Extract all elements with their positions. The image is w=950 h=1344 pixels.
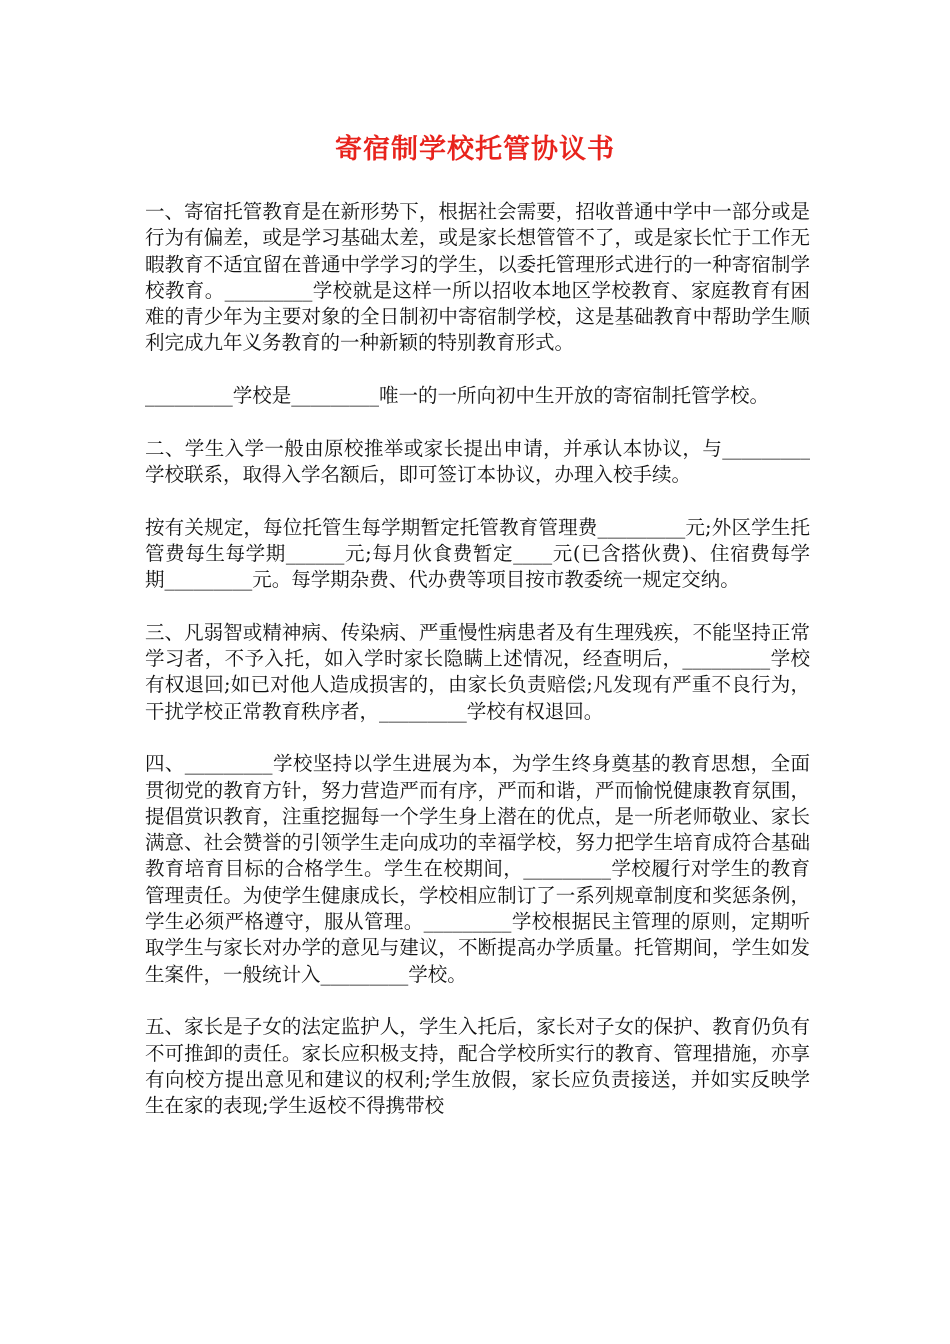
paragraph-school-statement: _________学校是_________唯一的一所向初中生开放的寄宿制托管学校。: [145, 384, 770, 408]
paragraph-fees: 按有关规定，每位托管生每学期暂定托管教育管理费_________元;外区学生托管费每生每学期______元;每月伙食费暂定____元(已含搭伙费)、住宿费每学期_________元。每学期杂费、代办费等项目按市教委统一规定交纳。: [145, 515, 810, 592]
paragraph-section-4: 四、_________学校坚持以学生进展为本，为学生终身奠基的教育思想，全面贯彻党的教育方针，努力营造严而有序，严而和谐，严而愉悦健康教育氛围，提倡赏识教育，注重挖掘每一个学生身上潜在的优点，是一所老师敬业、家长满意、社会赞誉的引领学生走向成功的幸福学校，努力把学生培育成符合基础教育培育目标的合格学生。学生在校期间，_________学校履行对学生的教育管理责任。为使学生健康成长，学校相应制订了一系列规章制度和奖惩条例，学生必须严格遵守，服从管理。_________学校根据民主管理的原则，定期听取学生与家长对办学的意见与建议，不断提高办学质量。托管期间，学生如发生案件，一般统计入_________学校。: [145, 752, 810, 986]
paragraph-section-2: 二、学生入学一般由原校推举或家长提出申请，并承认本协议，与_________学校联系，取得入学名额后，即可签订本协议，办理入校手续。: [145, 436, 810, 486]
paragraph-section-3: 三、凡弱智或精神病、传染病、严重慢性病患者及有生理残疾，不能坚持正常学习者，不予入托，如入学时家长隐瞒上述情况，经查明后，_________学校有权退回;如已对他人造成损害的，由家长负责赔偿;凡发现有严重不良行为，干扰学校正常教育秩序者，_________学校有权退回。: [145, 620, 810, 723]
paragraph-section-1: 一、寄宿托管教育是在新形势下，根据社会需要，招收普通中学中一部分或是行为有偏差，或是学习基础太差，或是家长想管管不了，或是家长忙于工作无暇教育不适宜留在普通中学学习的学生，以委托管理形式进行的一种寄宿制学校教育。_________学校就是这样一所以招收本地区学校教育、家庭教育有困难的青少年为主要对象的全日制初中寄宿制学校，这是基础教育中帮助学生顺利完成九年义务教育的一种新颖的特别教育形式。: [145, 200, 810, 355]
paragraph-section-5: 五、家长是子女的法定监护人，学生入托后，家长对子女的保护、教育仍负有不可推卸的责任。家长应积极支持，配合学校所实行的教育、管理措施，亦享有向校方提出意见和建议的权利;学生放假，家长应负责接送，并如实反映学生在家的表现;学生返校不得携带校: [145, 1015, 810, 1118]
document-body: [145, 199, 810, 1146]
document-title: 寄宿制学校托管协议书: [335, 134, 615, 165]
